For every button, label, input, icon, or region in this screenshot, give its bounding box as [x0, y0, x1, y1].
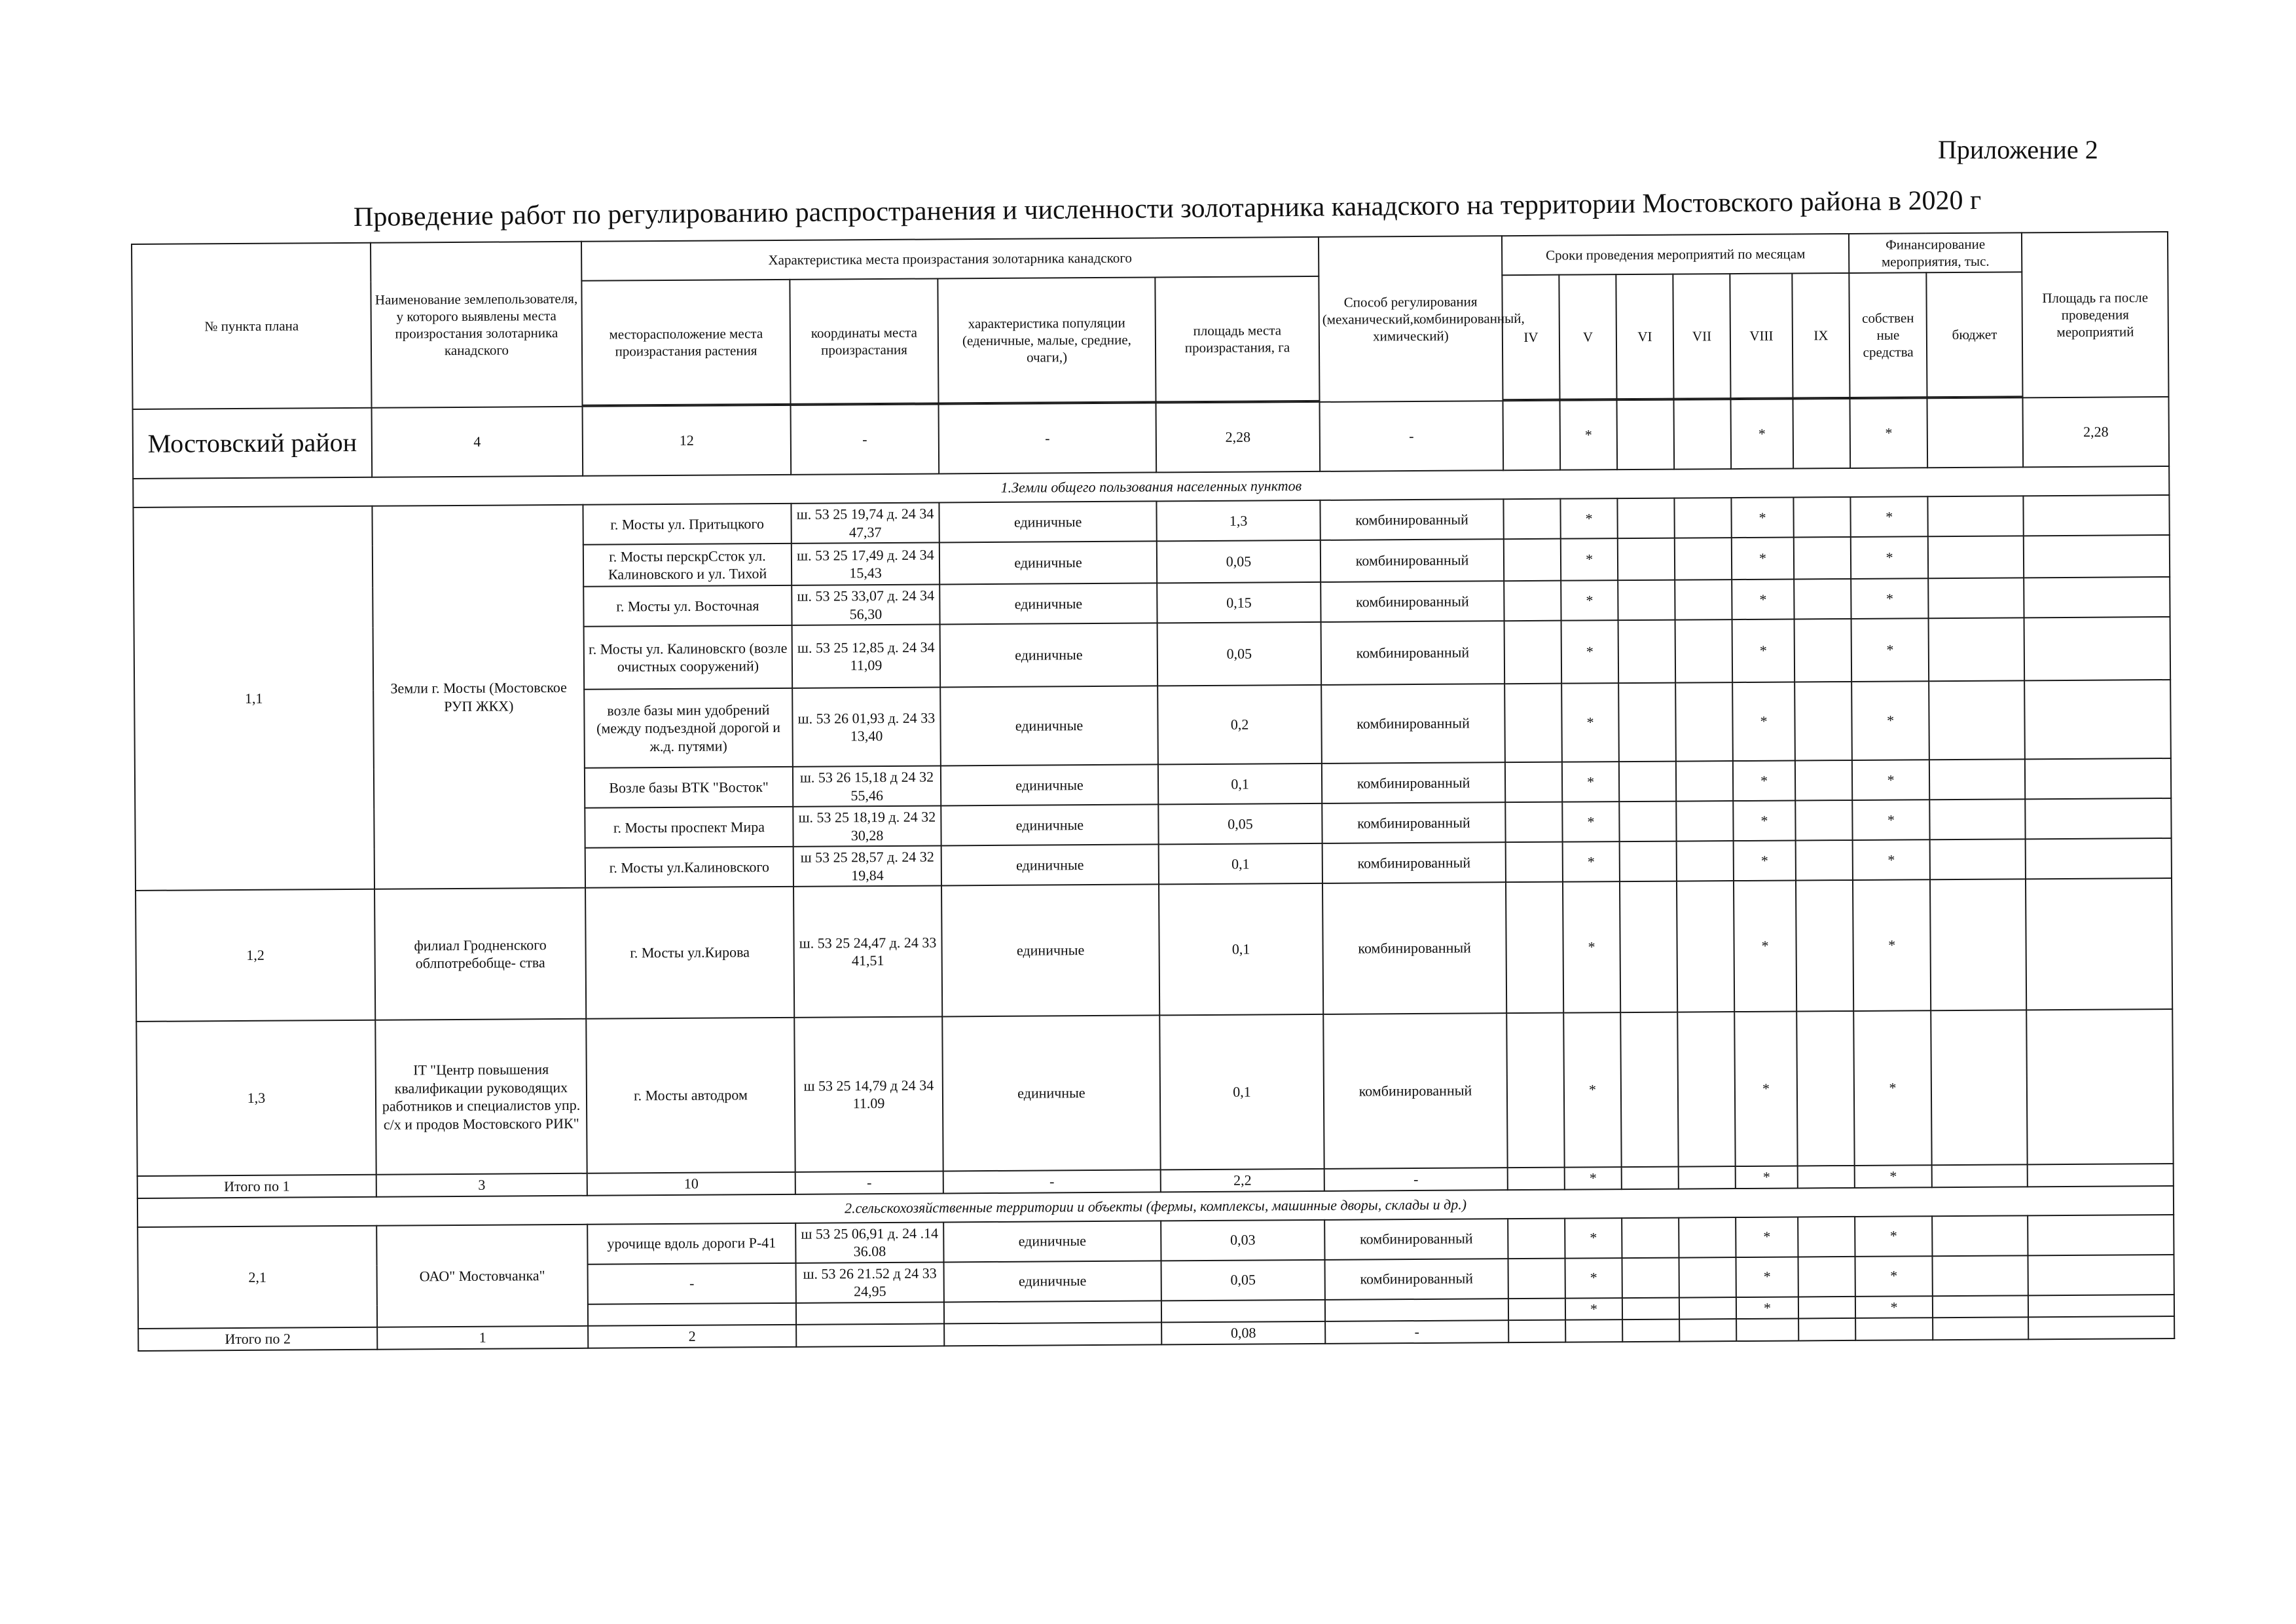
own-funds-cell: *	[1855, 1216, 1932, 1257]
land-user-cell: Земли г. Мосты (Мостовское РУП ЖКХ)	[372, 505, 585, 889]
month-vi-cell	[1618, 620, 1676, 684]
method-cell: комбинированный	[1321, 581, 1504, 622]
budget-cell	[1933, 1255, 2028, 1296]
budget-cell	[1928, 578, 2024, 618]
own-funds-cell: *	[1855, 1256, 1933, 1297]
month-v-cell: *	[1560, 498, 1617, 539]
area-cell: 0,2	[1157, 685, 1322, 765]
plan-no-cell: 1,1	[133, 506, 374, 891]
month-vii-cell	[1674, 498, 1731, 538]
month-vii-cell	[1675, 580, 1732, 620]
summary-users: 4	[372, 407, 583, 477]
own-funds-cell: *	[1853, 879, 1931, 1011]
month-v-cell: *	[1561, 538, 1618, 581]
month-iv-cell	[1505, 762, 1562, 803]
month-iv-cell	[1508, 1258, 1565, 1299]
budget-cell	[1932, 1164, 2028, 1187]
month-viii-cell: *	[1734, 1011, 1797, 1166]
summary-month-viii: *	[1731, 399, 1794, 469]
area-after-cell	[2028, 1294, 2174, 1317]
month-ix-cell	[1795, 800, 1852, 841]
col-months-group: Сроки проведения мероприятий по месяцам	[1502, 234, 1849, 275]
month-vi-cell	[1617, 498, 1674, 539]
total-coords	[796, 1323, 944, 1346]
coords-cell	[796, 1302, 944, 1325]
month-viii-cell: *	[1732, 579, 1794, 619]
total-area: 2,2	[1161, 1169, 1324, 1192]
location-cell: -	[588, 1263, 796, 1304]
budget-cell	[1931, 1010, 2027, 1165]
appendix-label: Приложение 2	[1938, 135, 2098, 164]
own-funds-cell: *	[1855, 1296, 1933, 1318]
area-cell: 0,1	[1158, 764, 1322, 805]
method-cell: комбинированный	[1322, 762, 1505, 803]
total-coords: -	[795, 1171, 943, 1194]
summary-month-iv	[1503, 401, 1561, 471]
population-cell: единичные	[941, 884, 1159, 1016]
method-cell: комбинированный	[1324, 1219, 1508, 1260]
area-after-cell	[2025, 798, 2171, 839]
month-iv-cell	[1508, 1298, 1565, 1320]
location-cell	[588, 1302, 796, 1325]
area-cell: 0,05	[1161, 1259, 1325, 1301]
area-cell: 0,15	[1157, 582, 1321, 623]
month-v-cell: *	[1565, 1167, 1622, 1189]
area-after-cell	[2024, 680, 2171, 759]
month-viii-cell: *	[1736, 1166, 1798, 1188]
area-cell	[1161, 1299, 1325, 1322]
plan-no-cell: 2,1	[137, 1225, 377, 1329]
location-cell: возле базы мин удобрений (между подъездной дорогой и ж.д. путями)	[584, 688, 793, 768]
month-ix-cell	[1798, 1296, 1855, 1318]
month-vi-cell	[1622, 1320, 1679, 1342]
month-v-cell: *	[1563, 841, 1620, 882]
month-vii-cell	[1679, 1319, 1736, 1341]
month-viii-cell: *	[1733, 800, 1795, 841]
budget-cell	[1933, 1295, 2028, 1318]
budget-cell	[1930, 879, 2026, 1010]
own-funds-cell: *	[1853, 840, 1930, 880]
month-vii-cell	[1675, 682, 1733, 762]
summary-area-after: 2,28	[2023, 397, 2170, 467]
month-vi-cell	[1618, 683, 1676, 762]
coords-cell: ш. 53 26 15,18 д 24 32 55,46	[793, 766, 941, 806]
col-area-after: Площадь га после проведения мероприятий	[2022, 232, 2169, 397]
month-ix-cell	[1793, 497, 1850, 538]
method-cell: комбинированный	[1321, 684, 1505, 764]
summary-district: Мостовский район	[133, 408, 373, 479]
month-vii-cell	[1679, 1297, 1736, 1320]
total-population: -	[943, 1170, 1161, 1193]
table-row	[136, 1009, 2173, 1176]
month-viii-cell: *	[1731, 497, 1793, 538]
month-viii-cell: *	[1732, 619, 1795, 682]
population-cell: единичные	[940, 623, 1158, 687]
method-cell: комбинированный	[1322, 882, 1506, 1014]
coords-cell: ш 53 25 14,79 д 24 34 11.09	[794, 1016, 943, 1172]
month-vii-cell	[1677, 1012, 1735, 1167]
population-cell: единичные	[940, 686, 1158, 766]
total-area: 0,08	[1161, 1321, 1325, 1344]
area-after-cell	[2024, 617, 2171, 680]
coords-cell: ш. 53 25 19,74 д. 24 34 47,37	[791, 502, 939, 543]
month-ix-cell	[1796, 840, 1853, 881]
land-user-cell: IT "Центр повышения квалификации руководящих работников и специалистов упр. с/х и продов Мостовского РИК"	[375, 1019, 587, 1175]
month-v-cell: *	[1565, 1218, 1622, 1259]
month-v-cell: *	[1562, 762, 1619, 802]
area-cell: 0,05	[1157, 540, 1321, 583]
month-vi-cell	[1620, 1012, 1678, 1168]
plan-no-cell: 1,3	[136, 1020, 376, 1176]
month-iv-cell	[1504, 539, 1561, 581]
month-ix-cell	[1796, 1011, 1854, 1166]
coords-cell: ш. 53 25 17,49 д. 24 34 15,43	[792, 542, 939, 585]
coords-cell: ш. 53 25 33,07 д. 24 34 56,30	[792, 584, 939, 625]
col-month-vi: VI	[1616, 274, 1673, 399]
col-habitat-group: Характеристика места произрастания золотарника канадского	[581, 237, 1319, 281]
col-own-funds: собствен ные средства	[1849, 272, 1927, 397]
month-vi-cell	[1620, 881, 1677, 1013]
month-iv-cell	[1503, 499, 1560, 540]
plan-table-container	[131, 231, 2174, 1351]
population-cell: единичные	[941, 844, 1159, 885]
month-v-cell: *	[1563, 1012, 1621, 1168]
budget-cell	[1928, 536, 2024, 578]
population-cell	[944, 1301, 1161, 1324]
location-cell: г. Мосты ул. Притыцкого	[583, 504, 791, 545]
location-cell: г. Мосты ул. Калиновскго (возле очистных сооружений)	[584, 625, 793, 690]
month-iv-cell	[1506, 882, 1563, 1014]
area-after-cell	[2024, 577, 2170, 618]
budget-cell	[1927, 496, 2023, 536]
summary-coords: -	[791, 404, 939, 474]
area-after-cell	[2026, 1009, 2173, 1164]
month-iv-cell	[1504, 581, 1561, 621]
month-iv-cell	[1508, 1218, 1565, 1259]
area-after-cell	[2025, 758, 2171, 799]
method-cell: комбинированный	[1323, 1013, 1507, 1169]
summary-own-funds: *	[1850, 398, 1928, 468]
land-user-cell: филиал Гродненского облпотребобще- ства	[374, 888, 586, 1020]
col-population: характеристика популяции (еденичные, малые, средние, очаги,)	[938, 277, 1156, 403]
plan-table	[131, 231, 2175, 1351]
total-method: -	[1325, 1320, 1508, 1343]
month-ix-cell	[1798, 1216, 1855, 1257]
coords-cell: ш. 53 25 24,47 д. 24 33 41,51	[793, 885, 942, 1017]
location-cell: г. Мосты перскрСсток ул. Калиновского и ул. Тихой	[583, 544, 792, 587]
area-after-cell	[2028, 1214, 2174, 1255]
population-cell: единичные	[939, 541, 1157, 584]
month-viii-cell: *	[1732, 537, 1794, 580]
method-cell: комбинированный	[1322, 842, 1506, 883]
total-label: Итого по 2	[138, 1327, 377, 1351]
month-viii-cell: *	[1736, 1297, 1798, 1319]
month-vi-cell	[1622, 1257, 1679, 1298]
month-ix-cell	[1798, 1318, 1855, 1340]
coords-cell: ш. 53 25 18,19 д. 24 32 30,28	[793, 805, 941, 846]
month-vi-cell	[1620, 841, 1677, 882]
month-viii-cell: *	[1736, 1217, 1798, 1257]
coords-cell: ш. 53 26 21.52 д 24 33 24,95	[796, 1262, 944, 1302]
own-funds-cell: *	[1853, 1010, 1931, 1166]
area-after-cell	[2026, 878, 2172, 1010]
location-cell: г. Мосты ул.Кирова	[585, 887, 794, 1019]
month-vi-cell	[1619, 802, 1676, 842]
month-vi-cell	[1618, 538, 1675, 581]
section-1-title: 1.Земли общего пользования населенных пунктов	[133, 466, 2169, 507]
total-users: 1	[377, 1326, 588, 1349]
area-cell: 1,3	[1156, 500, 1320, 542]
area-cell: 0,03	[1161, 1219, 1324, 1261]
population-cell: единичные	[941, 764, 1158, 805]
month-vii-cell	[1677, 841, 1734, 881]
col-month-iv: IV	[1502, 275, 1559, 400]
method-cell: комбинированный	[1321, 539, 1504, 582]
own-funds-cell: *	[1852, 800, 1929, 840]
summary-month-vi	[1617, 400, 1675, 470]
month-iv-cell	[1506, 842, 1563, 883]
month-viii-cell: *	[1732, 682, 1795, 761]
month-vii-cell	[1676, 761, 1733, 802]
area-after-cell	[2028, 1164, 2174, 1187]
method-cell: комбинированный	[1320, 499, 1503, 540]
coords-cell: ш 53 25 06,91 д. 24 .14 36.08	[795, 1222, 943, 1263]
budget-cell	[1929, 759, 2025, 800]
month-iv-cell	[1508, 1320, 1565, 1342]
month-iv-cell	[1505, 802, 1562, 843]
month-iv-cell	[1504, 621, 1562, 684]
total-population	[944, 1322, 1161, 1346]
month-vii-cell	[1675, 538, 1732, 580]
own-funds-cell	[1855, 1318, 1933, 1340]
population-cell: единичные	[939, 501, 1156, 542]
summary-row	[133, 397, 2170, 479]
coords-cell: ш 53 25 28,57 д. 24 32 19,84	[793, 845, 941, 886]
col-land-user: Наименование землепользователя, у которого выявлены места произростания золотарника канадского	[371, 242, 583, 408]
own-funds-cell: *	[1852, 760, 1929, 800]
month-ix-cell	[1795, 619, 1852, 682]
month-v-cell: *	[1565, 1258, 1622, 1299]
month-v-cell: *	[1561, 683, 1619, 762]
budget-cell	[1930, 839, 2026, 879]
month-vii-cell	[1679, 1166, 1736, 1189]
month-v-cell: *	[1562, 802, 1619, 842]
own-funds-cell: *	[1850, 496, 1927, 537]
area-cell: 0,05	[1158, 803, 1322, 845]
location-cell: г. Мосты автодром	[586, 1018, 795, 1173]
budget-cell	[1929, 618, 2025, 681]
plan-no-cell: 1,2	[136, 889, 375, 1022]
population-cell: единичные	[939, 583, 1157, 624]
summary-locations: 12	[583, 405, 792, 476]
month-vi-cell	[1622, 1217, 1679, 1258]
month-vii-cell	[1676, 801, 1733, 841]
total-method: -	[1324, 1168, 1508, 1190]
budget-cell	[1933, 1317, 2028, 1339]
month-vi-cell	[1618, 580, 1675, 621]
summary-month-v: *	[1560, 400, 1618, 470]
own-funds-cell: *	[1851, 618, 1929, 682]
col-month-viii: VIII	[1730, 274, 1793, 399]
col-month-ix: IX	[1792, 273, 1850, 398]
summary-method: -	[1320, 401, 1504, 471]
summary-month-ix	[1793, 399, 1851, 469]
month-vii-cell	[1679, 1217, 1736, 1258]
table-row	[136, 878, 2172, 1022]
area-after-cell	[2028, 1254, 2174, 1295]
month-v-cell: *	[1565, 1298, 1622, 1320]
document-title: Проведение работ по регулированию распространения и численности золотарника канадского на территории Мостовского района в 2020 г	[353, 185, 1982, 232]
month-viii-cell: *	[1734, 880, 1796, 1012]
month-viii-cell: *	[1736, 1257, 1798, 1297]
total-users: 3	[376, 1173, 587, 1196]
month-vi-cell	[1622, 1167, 1679, 1189]
col-plan-no: № пункта плана	[132, 243, 372, 409]
col-coords: координаты места произрастания	[790, 278, 938, 403]
month-ix-cell	[1796, 880, 1853, 1012]
area-cell: 0,05	[1157, 622, 1322, 686]
total-label: Итого по 1	[137, 1175, 376, 1198]
area-after-cell	[2023, 495, 2169, 536]
own-funds-cell: *	[1851, 681, 1929, 760]
month-iv-cell	[1508, 1168, 1565, 1190]
month-vi-cell	[1622, 1297, 1679, 1320]
method-cell: комбинированный	[1325, 1259, 1508, 1300]
month-v-cell: *	[1563, 881, 1620, 1013]
area-after-cell	[2024, 535, 2170, 578]
month-vii-cell	[1677, 881, 1734, 1012]
month-viii-cell: *	[1733, 760, 1795, 801]
month-ix-cell	[1795, 682, 1852, 761]
area-cell: 0,1	[1159, 843, 1322, 885]
month-ix-cell	[1798, 1166, 1855, 1188]
month-vii-cell	[1679, 1257, 1736, 1298]
population-cell: единичные	[941, 804, 1158, 845]
coords-cell: ш. 53 26 01,93 д. 24 33 13,40	[792, 687, 941, 766]
location-cell: урочище вдоль дороги Р-41	[587, 1223, 795, 1264]
location-cell: г. Мосты проспект Мира	[585, 807, 793, 848]
budget-cell	[1932, 1215, 2028, 1256]
method-cell	[1325, 1299, 1508, 1321]
method-cell: комбинированный	[1321, 621, 1505, 685]
month-viii-cell: *	[1734, 840, 1796, 881]
total-locations: 2	[588, 1325, 796, 1348]
summary-budget	[1927, 397, 2024, 468]
location-cell: Возле базы ВТК "Восток"	[585, 767, 793, 808]
area-after-cell	[2028, 1316, 2174, 1339]
month-v-cell	[1565, 1320, 1622, 1342]
col-location: месторасположение места произрастания растения	[581, 280, 790, 405]
col-month-vii: VII	[1673, 274, 1730, 399]
col-method: Способ регулирования (механический,комбинированный, химический)	[1319, 236, 1503, 402]
land-user-cell: ОАО" Мостовчанка"	[376, 1224, 588, 1327]
month-v-cell: *	[1561, 620, 1619, 684]
area-cell: 0,1	[1159, 883, 1323, 1016]
month-ix-cell	[1798, 1256, 1855, 1297]
summary-population: -	[939, 403, 1157, 473]
location-cell: г. Мосты ул.Калиновского	[585, 847, 793, 888]
population-cell: единичные	[942, 1015, 1160, 1171]
section-2-title: 2.сельскохозяйственные территории и объекты (фермы, комплексы, машинные дворы, склады и др.)	[137, 1185, 2174, 1227]
month-ix-cell	[1794, 579, 1851, 619]
coords-cell: ш. 53 25 12,85 д. 24 34 11,09	[792, 624, 941, 688]
budget-cell	[1929, 799, 2025, 840]
month-vi-cell	[1619, 762, 1676, 802]
col-area: площадь места произрастания, га	[1155, 276, 1319, 402]
total-locations: 10	[587, 1172, 795, 1195]
location-cell: г. Мосты ул. Восточная	[583, 585, 792, 627]
month-ix-cell	[1795, 760, 1852, 801]
col-budget: бюджет	[1926, 272, 2022, 397]
own-funds-cell: *	[1851, 536, 1928, 579]
area-cell: 0,1	[1159, 1014, 1324, 1170]
month-ix-cell	[1794, 537, 1851, 580]
summary-month-vii	[1674, 399, 1732, 470]
month-viii-cell	[1736, 1318, 1798, 1340]
budget-cell	[1929, 680, 2025, 760]
area-after-cell	[2026, 838, 2172, 879]
population-cell: единичные	[943, 1221, 1161, 1262]
col-finance-group: Финансирование мероприятия, тыс.	[1849, 232, 2022, 273]
month-vii-cell	[1675, 619, 1733, 683]
month-v-cell: *	[1561, 580, 1618, 621]
method-cell: комбинированный	[1322, 802, 1505, 843]
month-iv-cell	[1506, 1013, 1564, 1168]
population-cell: единичные	[944, 1261, 1161, 1302]
own-funds-cell: *	[1855, 1165, 1932, 1187]
col-month-v: V	[1559, 274, 1616, 399]
own-funds-cell: *	[1851, 578, 1928, 619]
month-iv-cell	[1504, 684, 1562, 763]
summary-area: 2,28	[1156, 402, 1321, 473]
